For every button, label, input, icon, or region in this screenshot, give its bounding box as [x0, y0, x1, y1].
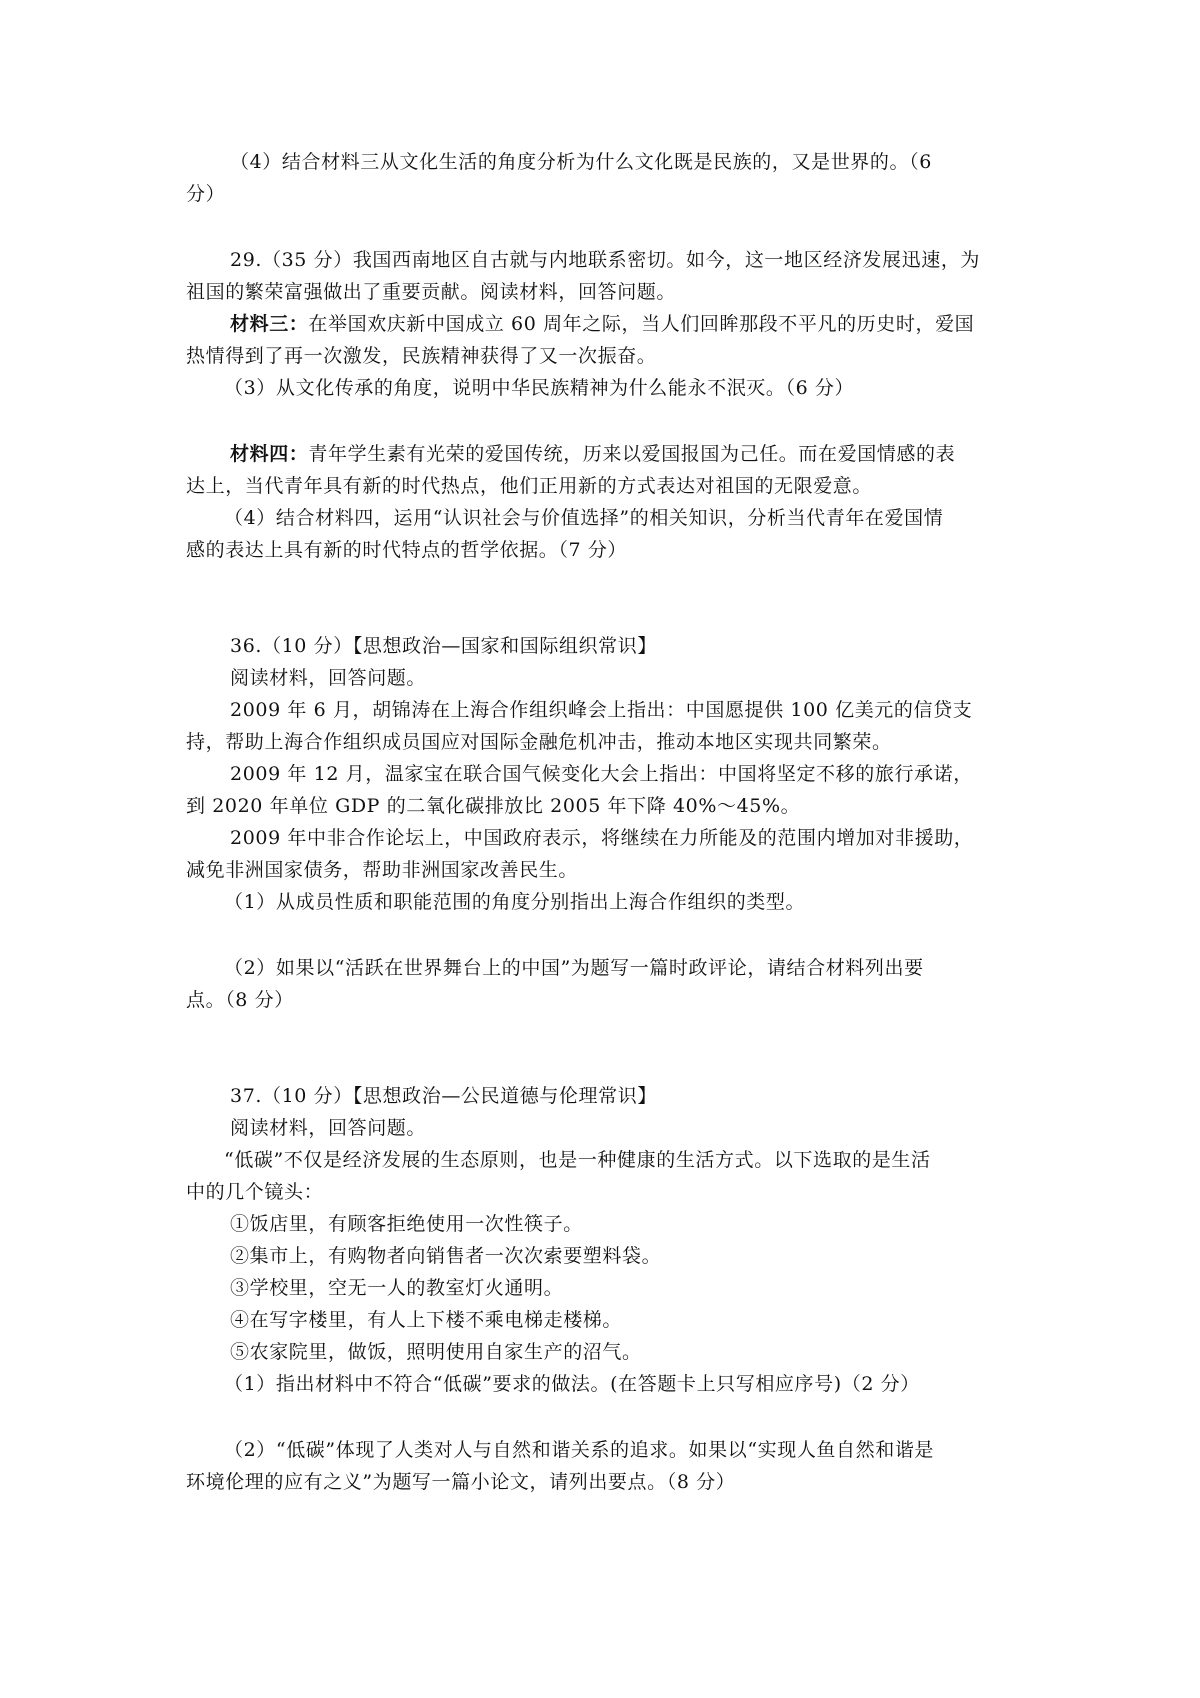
- q37-instruction: 阅读材料，回答问题。: [230, 1117, 427, 1139]
- q36-para1-line2: 持，帮助上海合作组织成员国应对国际金融危机冲击，推动本地区实现共同繁荣。: [186, 731, 892, 753]
- q37-question2-line2: 环境伦理的应有之义”为题写一篇小论文，请列出要点。（8 分）: [186, 1471, 736, 1493]
- q28-4-line2: 分）: [186, 183, 226, 205]
- q37-item-1: ①饭店里，有顾客拒绝使用一次性筷子。: [230, 1213, 583, 1235]
- q36-question2-line2: 点。（8 分）: [186, 989, 294, 1011]
- q29-question3: （3）从文化传承的角度，说明中华民族精神为什么能永不泯灭。（6 分）: [224, 377, 855, 399]
- q36-instruction: 阅读材料，回答问题。: [230, 667, 427, 689]
- material3-text: 在举国欢庆新中国成立 60 周年之际，当人们回眸那段不平凡的历史时，爱国: [308, 313, 975, 335]
- material3-label: 材料三：: [230, 313, 309, 335]
- q29-material3-line2: 热情得到了再一次激发，民族精神获得了又一次振奋。: [186, 345, 657, 367]
- q28-4-line1: （4）结合材料三从文化生活的角度分析为什么文化既是民族的，又是世界的。（6: [230, 151, 932, 173]
- q36-para3-line1: 2009 年中非合作论坛上，中国政府表示，将继续在力所能及的范围内增加对非援助，: [230, 827, 974, 849]
- q37-item-2: ②集市上，有购物者向销售者一次次索要塑料袋。: [230, 1245, 662, 1267]
- q29-intro-line2: 祖国的繁荣富强做出了重要贡献。阅读材料，回答问题。: [186, 281, 677, 303]
- q37-para1-line1: “低碳”不仅是经济发展的生态原则，也是一种健康的生活方式。以下选取的是生活: [224, 1149, 931, 1171]
- q37-item-5: ⑤农家院里，做饭，照明使用自家生产的沼气。: [230, 1341, 642, 1363]
- q36-title: 36.（10 分）【思想政治—国家和国际组织常识】: [230, 635, 657, 657]
- q29-material3-line1: [230, 312, 974, 336]
- q36-para2-line1: 2009 年 12 月，温家宝在联合国气候变化大会上指出：中国将坚定不移的旅行承诺，: [230, 763, 973, 785]
- q36-question2-line1: （2）如果以“活跃在世界舞台上的中国”为题写一篇时政评论，请结合材料列出要: [224, 957, 924, 979]
- q37-title: 37.（10 分）【思想政治—公民道德与伦理常识】: [230, 1085, 657, 1107]
- q29-material4-line2: 达上，当代青年具有新的时代热点，他们正用新的方式表达对祖国的无限爱意。: [186, 475, 873, 497]
- q36-para2-line2: 到 2020 年单位 GDP 的二氧化碳排放比 2005 年下降 40%～45%。: [186, 795, 801, 817]
- material4-label: 材料四：: [230, 443, 309, 465]
- q37-para1-line2: 中的几个镜头：: [186, 1181, 324, 1203]
- q37-question1: （1）指出材料中不符合“低碳”要求的做法。(在答题卡上只写相应序号)（2 分）: [224, 1373, 920, 1395]
- material4-text: 青年学生素有光荣的爱国传统，历来以爱国报国为己任。而在爱国情感的表: [308, 443, 956, 465]
- q37-item-3: ③学校里，空无一人的教室灯火通明。: [230, 1277, 564, 1299]
- q29-material4-line1: [230, 442, 955, 466]
- q37-question2-line1: （2）“低碳”体现了人类对人与自然和谐关系的追求。如果以“实现人鱼自然和谐是: [224, 1439, 935, 1461]
- q36-para1-line1: 2009 年 6 月，胡锦涛在上海合作组织峰会上指出：中国愿提供 100 亿美元的信贷支: [230, 699, 973, 721]
- q36-question1: （1）从成员性质和职能范围的角度分别指出上海合作组织的类型。: [224, 891, 806, 913]
- q37-item-4: ④在写字楼里，有人上下楼不乘电梯走楼梯。: [230, 1309, 623, 1331]
- q29-intro-line1: 29.（35 分）我国西南地区自古就与内地联系密切。如今，这一地区经济发展迅速，为: [230, 249, 981, 271]
- q29-question4-line1: （4）结合材料四，运用“认识社会与价值选择”的相关知识，分析当代青年在爱国情: [224, 507, 944, 529]
- q29-question4-line2: 感的表达上具有新的时代特点的哲学依据。（7 分）: [186, 539, 628, 561]
- q36-para3-line2: 减免非洲国家债务，帮助非洲国家改善民生。: [186, 859, 579, 881]
